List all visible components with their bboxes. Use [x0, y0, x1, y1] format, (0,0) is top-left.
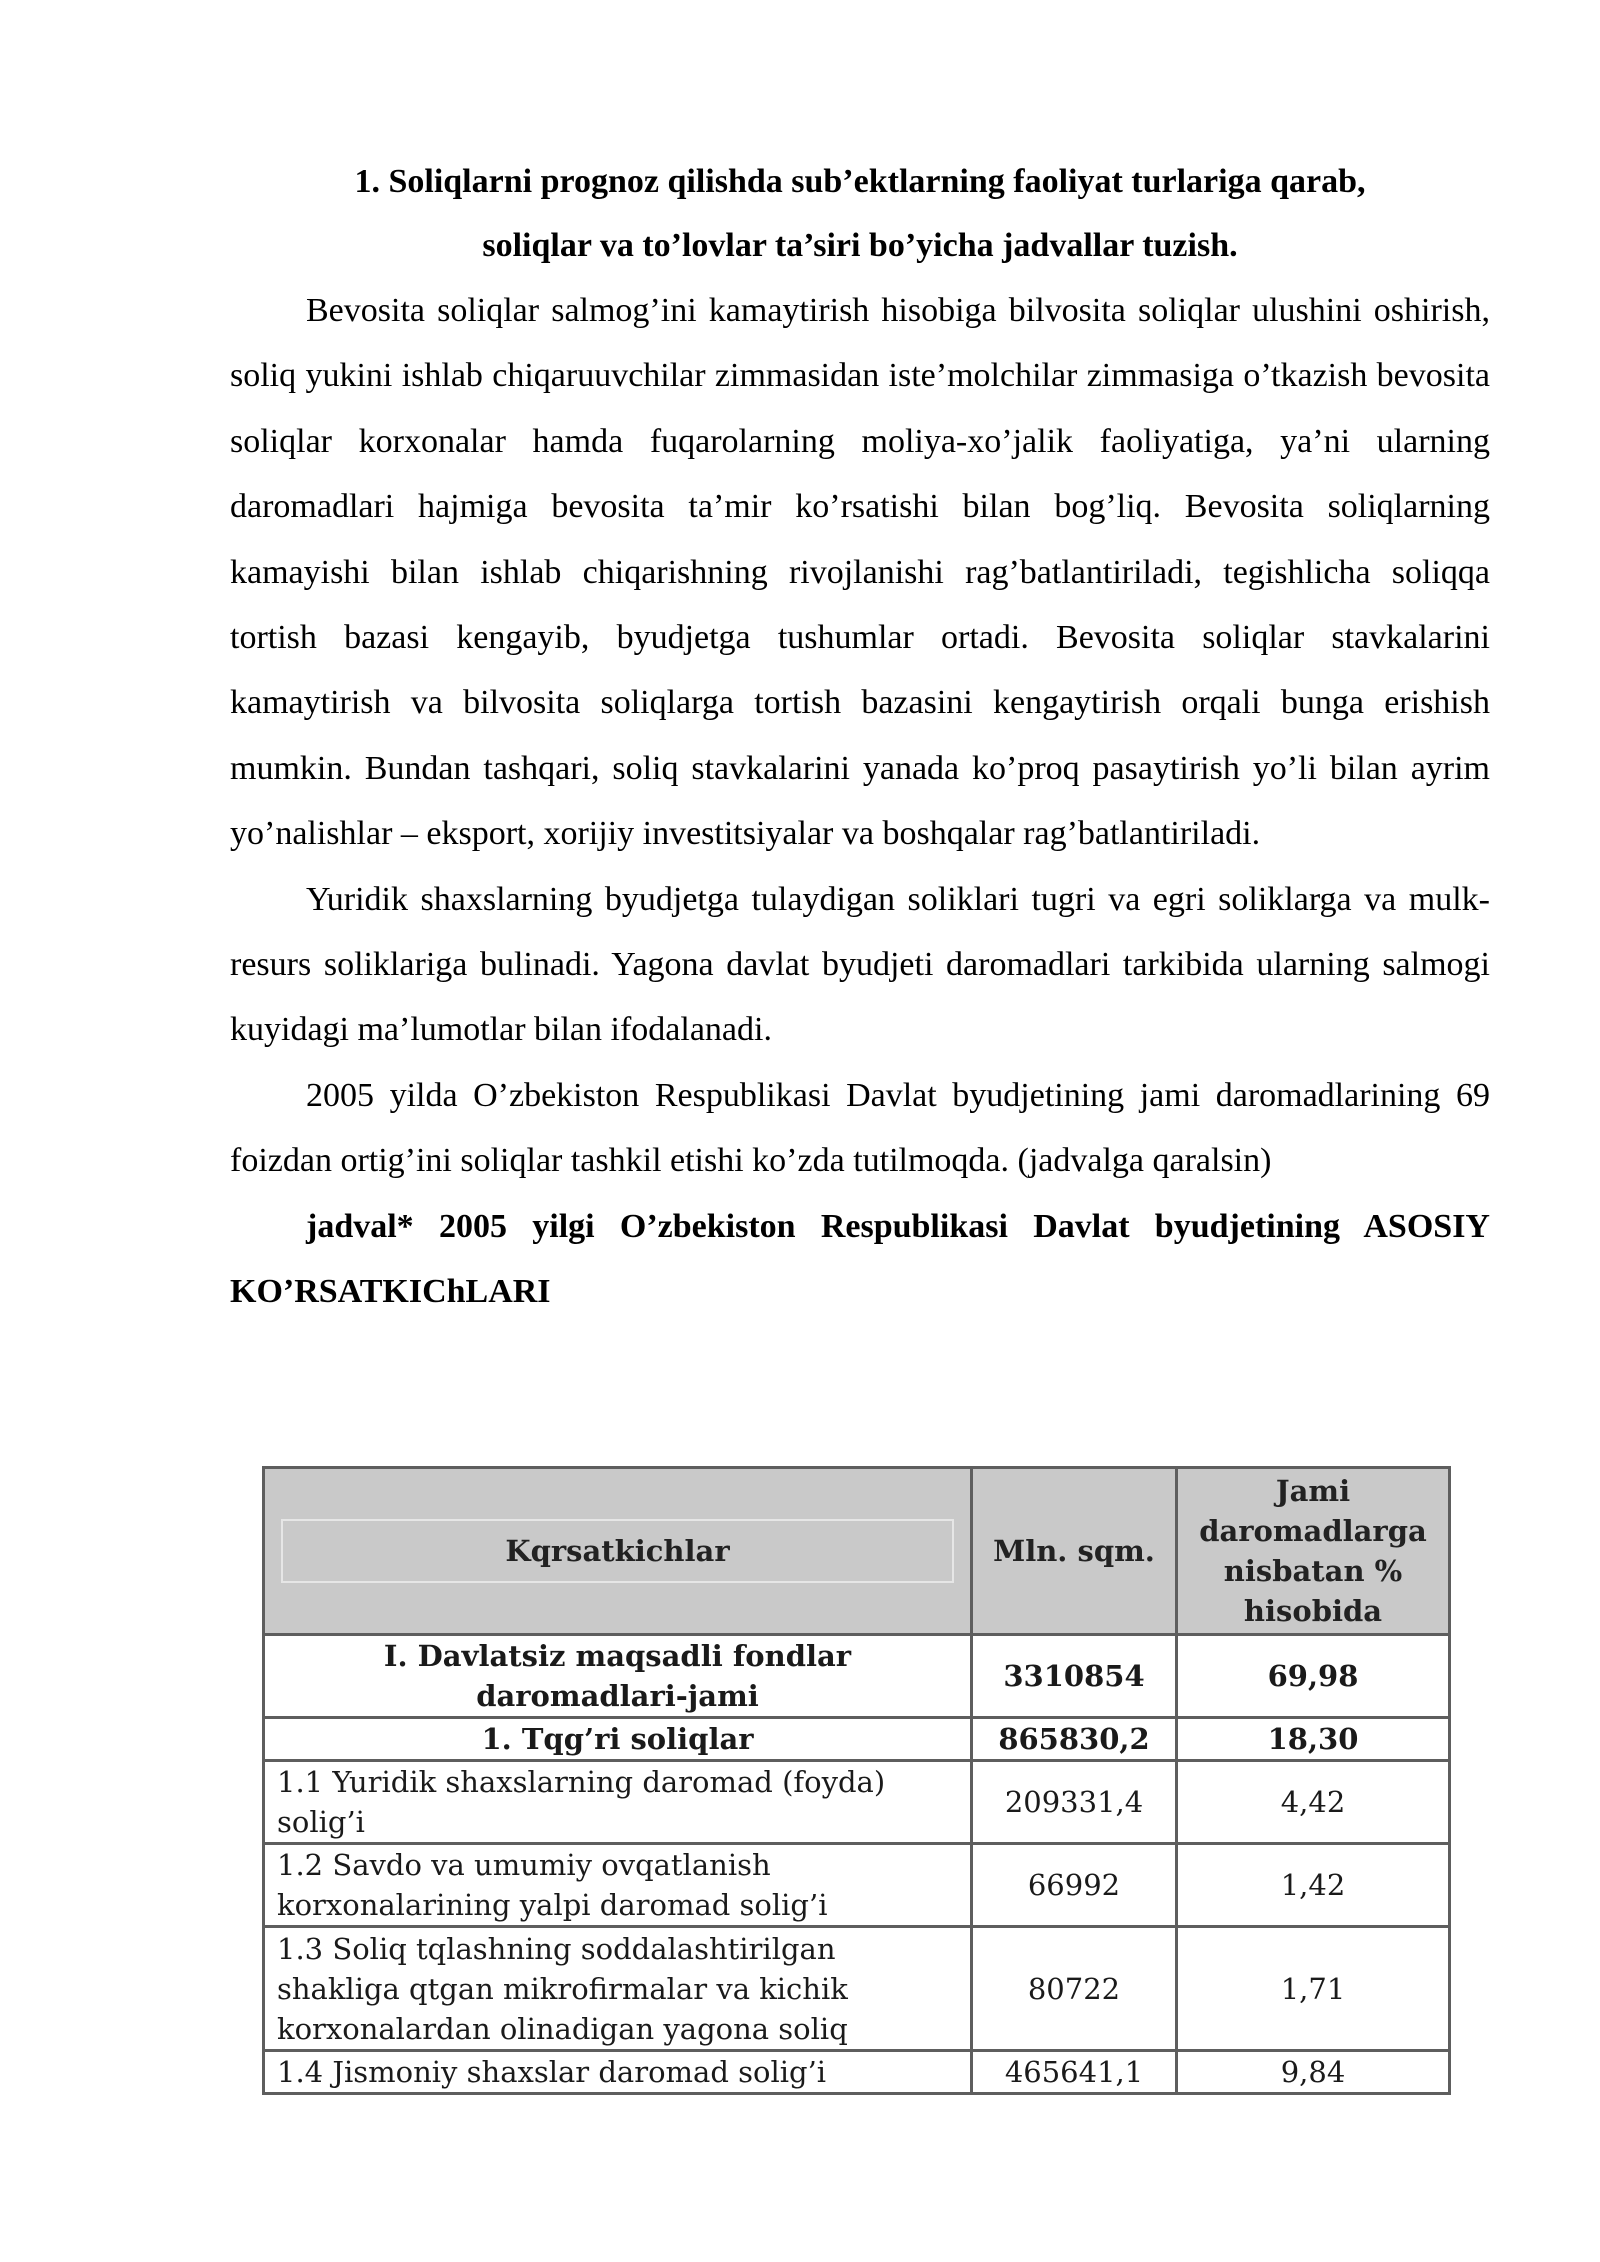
row-percent: 4,42 [1177, 1761, 1450, 1844]
table-container [262, 1466, 1448, 2095]
table-row [264, 1635, 1450, 1718]
row-amount: 209331,4 [972, 1761, 1177, 1844]
table-row [264, 1761, 1450, 1844]
table-row [264, 1927, 1450, 2051]
paragraph: Bevosita soliqlar salmog’ini kamaytirish hisobiga bilvosita soliqlar ulushini oshirish, soliq yukini ishlab chiqaruuvchilar zimmasidan iste’molchilar zimmasiga o’tkazish bevosita soliqlar korxonalar hamda fuqarolarning moliya-xo’jalik faoliyatiga, ya’ni ularning daromadlari hajmiga bevosita ta’mir ko’rsatishi bilan bog’liq. Bevosita soliqlarning kamayishi bilan ishlab chiqarishning rivojlanishi rag’batlantiriladi, tegishlicha soliqqa tortish bazasi kengayib, byudjetga tushumlar ortadi. Bevosita soliqlar stavkalarini kamaytirish va bilvosita soliqlarga tortish bazasini kengaytirish orqali bunga erishish mumkin. Bundan tashqari, soliq stavkalarini yanada ko’proq pasaytirish yo’li bilan ayrim yo’nalishlar – eksport, xorijiy investitsiyalar va boshqalar rag’batlantiriladi. [230, 292, 1490, 853]
table-row [264, 1718, 1450, 1761]
column-header-amount: Mln. sqm. [972, 1468, 1177, 1635]
row-amount: 66992 [972, 1844, 1177, 1927]
column-header-percent: Jami daromadlarga nisbatan % hisobida [1177, 1468, 1450, 1635]
row-amount: 465641,1 [972, 2051, 1177, 2094]
section-heading-line-1: 1. Soliqlarni prognoz qilishda sub’ektlarning faoliyat turlariga qarab, [354, 163, 1366, 200]
row-label: 1. Tqg’ri soliqlar [264, 1718, 972, 1761]
table-row [264, 1844, 1450, 1927]
row-label: 1.1 Yuridik shaxslarning daromad (foyda) solig’i [264, 1761, 972, 1844]
row-amount: 80722 [972, 1927, 1177, 2051]
row-amount: 3310854 [972, 1635, 1177, 1718]
row-label: I. Davlatsiz maqsadli fondlar daromadlari-jami [264, 1635, 972, 1718]
row-percent: 1,71 [1177, 1927, 1450, 2051]
row-amount: 865830,2 [972, 1718, 1177, 1761]
section-heading [230, 150, 1490, 278]
row-label: 1.2 Savdo va umumiy ovqatlanish korxonalarining yalpi daromad solig’i [264, 1844, 972, 1927]
row-percent: 1,42 [1177, 1844, 1450, 1927]
row-percent: 9,84 [1177, 2051, 1450, 2094]
budget-indicators-table [262, 1466, 1451, 2095]
row-label: 1.4 Jismoniy shaxslar daromad solig’i [264, 2051, 972, 2094]
body-text [230, 278, 1490, 1325]
table-header-row [264, 1468, 1450, 1635]
paragraph: Yuridik shaxslarning byudjetga tulaydigan soliklari tugri va egri soliklarga va mulk-resurs soliklariga bulinadi. Yagona davlat byudjeti daromadlari tarkibida ularning salmogi kuyidagi ma’lumotlar bilan ifodalanadi. [230, 880, 1490, 1049]
column-header-indicators: Kqrsatkichlar [264, 1468, 972, 1635]
section-heading-line-2: soliqlar va to’lovlar ta’siri bo’yicha jadvallar tuzish. [482, 227, 1238, 264]
table-caption: jadval* 2005 yilgi O’zbekiston Respublikasi Davlat byudjetining ASOSIY KO’RSATKIChLARI [230, 1207, 1490, 1311]
row-label: 1.3 Soliq tqlashning soddalashtirilgan shakliga qtgan mikrofirmalar va kichik korxonalardan olinadigan yagona soliq [264, 1927, 972, 2051]
table-row [264, 2051, 1450, 2094]
row-percent: 18,30 [1177, 1718, 1450, 1761]
paragraph: 2005 yilda O’zbekiston Respublikasi Davlat byudjetining jami daromadlarining 69 foizdan ortig’ini soliqlar tashkil etishi ko’zda tutilmoqda. (jadvalga qaralsin) [230, 1076, 1490, 1180]
row-percent: 69,98 [1177, 1635, 1450, 1718]
